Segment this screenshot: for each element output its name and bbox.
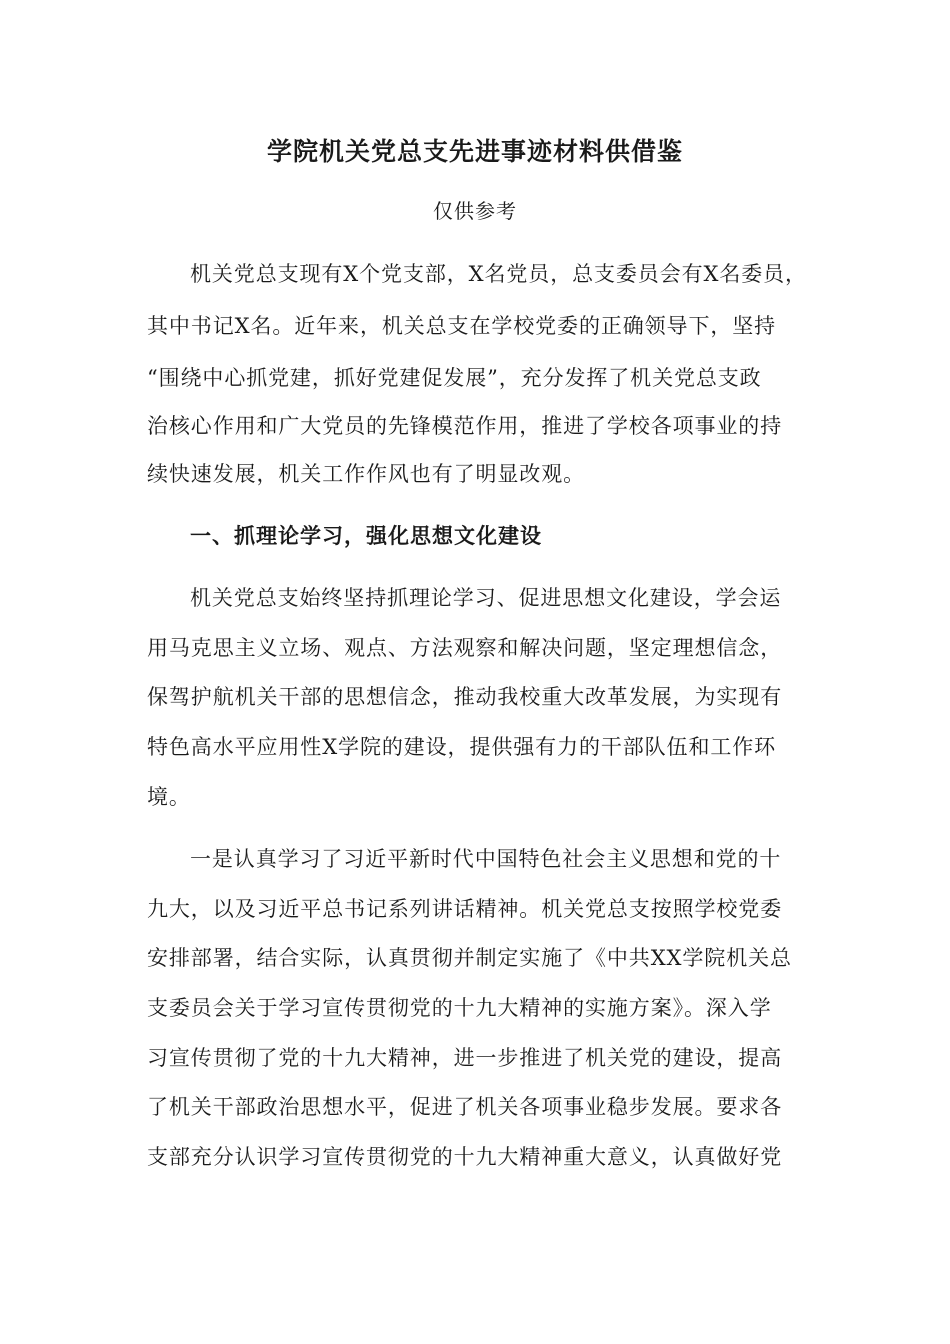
paragraph-line: 九大，以及习近平总书记系列讲话精神。机关党总支按照学校党委 (147, 897, 783, 921)
paragraph-line: 保驾护航机关干部的思想信念，推动我校重大改革发展，为实现有 (147, 685, 783, 709)
paragraph-line: 用马克思主义立场、观点、方法观察和解决问题，坚定理想信念， (147, 636, 783, 660)
document-subtitle: 仅供参考 (433, 199, 517, 223)
paragraph-line: 治核心作用和广大党员的先锋模范作用，推进了学校各项事业的持 (147, 414, 783, 438)
paragraph-line: “围绕中心抓党建，抓好党建促发展”，充分发挥了机关党总支政 (147, 366, 762, 390)
paragraph-line: 其中书记X名。近年来，机关总支在学校党委的正确领导下，坚持 (147, 314, 777, 338)
paragraph-line: 了机关干部政治思想水平，促进了机关各项事业稳步发展。要求各 (147, 1095, 783, 1119)
paragraph-line: 机关党总支始终坚持抓理论学习、促进思想文化建设，学会运 (190, 586, 782, 610)
paragraph-line: 支委员会关于学习宣传贯彻党的十九大精神的实施方案》。深入学 (147, 996, 772, 1020)
paragraph-line: 机关党总支现有X个党支部，X名党员，总支委员会有X名委员， (190, 262, 807, 286)
paragraph-line: 一是认真学习了习近平新时代中国特色社会主义思想和党的十 (190, 847, 782, 871)
paragraph-line: 境。 (147, 785, 191, 809)
paragraph-line: 支部充分认识学习宣传贯彻党的十九大精神重大意义，认真做好党 (147, 1145, 783, 1169)
paragraph-line: 特色高水平应用性X学院的建设，提供强有力的干部队伍和工作环 (147, 735, 777, 759)
section-heading: 一、抓理论学习，强化思想文化建设 (190, 523, 542, 548)
document-title: 学院机关党总支先进事迹材料供借鉴 (266, 137, 683, 166)
paragraph-line: 习宣传贯彻了党的十九大精神，进一步推进了机关党的建设，提高 (147, 1046, 783, 1070)
paragraph-line: 续快速发展，机关工作作风也有了明显改观。 (147, 462, 585, 486)
paragraph-line: 安排部署，结合实际，认真贯彻并制定实施了《中共XX学院机关总 (147, 946, 792, 970)
